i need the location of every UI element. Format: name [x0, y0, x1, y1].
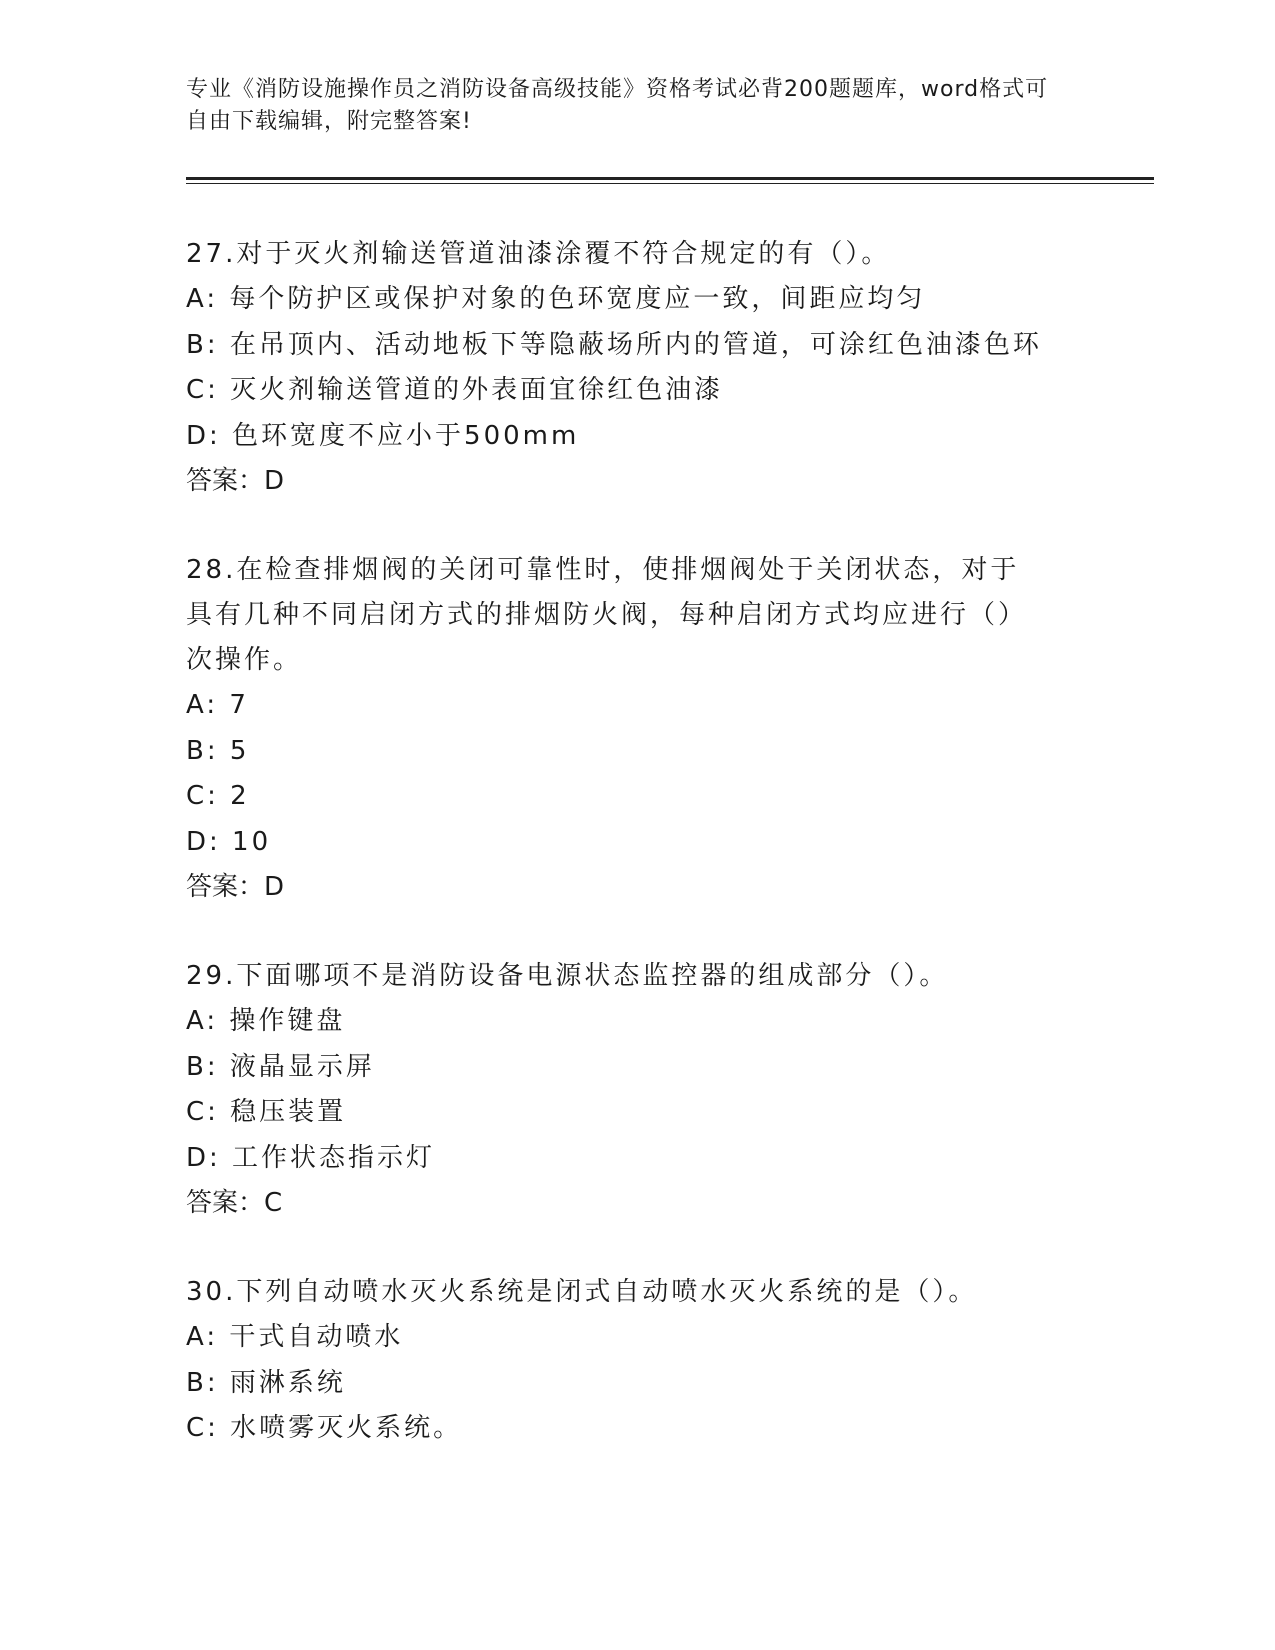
answer-label: 答案：D — [186, 872, 285, 902]
question-29 — [186, 954, 1086, 1226]
option-a: A: 7 — [186, 690, 249, 720]
document-header: 专业《消防设施操作员之消防设备高级技能》资格考试必背200题题库，word格式可自由下载编辑，附完整答案! — [186, 77, 1049, 134]
option-d: D: 10 — [186, 826, 272, 857]
option-a: A: 干式自动喷水 — [186, 1322, 404, 1352]
header-divider-thin — [186, 183, 1154, 184]
option-c: C: 2 — [186, 781, 250, 811]
question-stem: 30.下列自动喷水灭火系统是闭式自动喷水灭火系统的是（）。 — [186, 1277, 978, 1307]
question-30 — [186, 1270, 1086, 1452]
option-b: B: 液晶显示屏 — [186, 1051, 375, 1082]
header-divider-thick — [186, 177, 1154, 180]
question-list — [186, 232, 1086, 1452]
option-d: D: 工作状态指示灯 — [186, 1142, 436, 1173]
question-stem: 29.下面哪项不是消防设备电源状态监控器的组成部分（）。 — [186, 961, 949, 991]
answer-label: 答案：D — [186, 466, 285, 496]
option-c: C: 稳压装置 — [186, 1097, 347, 1127]
question-stem: 27.对于灭火剂输送管道油漆涂覆不符合规定的有（）。 — [186, 239, 891, 269]
option-c: C: 灭火剂输送管道的外表面宜徐红色油漆 — [186, 375, 724, 405]
question-stem: 28.在检查排烟阀的关闭可靠性时，使排烟阀处于关闭状态，对于具有几种不同启闭方式的排烟防火阀，每种启闭方式均应进行（）次操作。 — [186, 555, 1028, 675]
question-28 — [186, 548, 1086, 910]
option-d: D: 色环宽度不应小于500mm — [186, 420, 580, 451]
option-b: B: 5 — [186, 735, 250, 766]
option-a: A: 每个防护区或保护对象的色环宽度应一致，间距应均匀 — [186, 284, 926, 314]
option-c: C: 水喷雾灭火系统。 — [186, 1413, 463, 1443]
option-b: B: 在吊顶内、活动地板下等隐蔽场所内的管道，可涂红色油漆色环 — [186, 329, 1042, 360]
question-27 — [186, 232, 1086, 504]
answer-label: 答案：C — [186, 1188, 283, 1218]
option-a: A: 操作键盘 — [186, 1006, 346, 1036]
option-b: B: 雨淋系统 — [186, 1367, 346, 1398]
